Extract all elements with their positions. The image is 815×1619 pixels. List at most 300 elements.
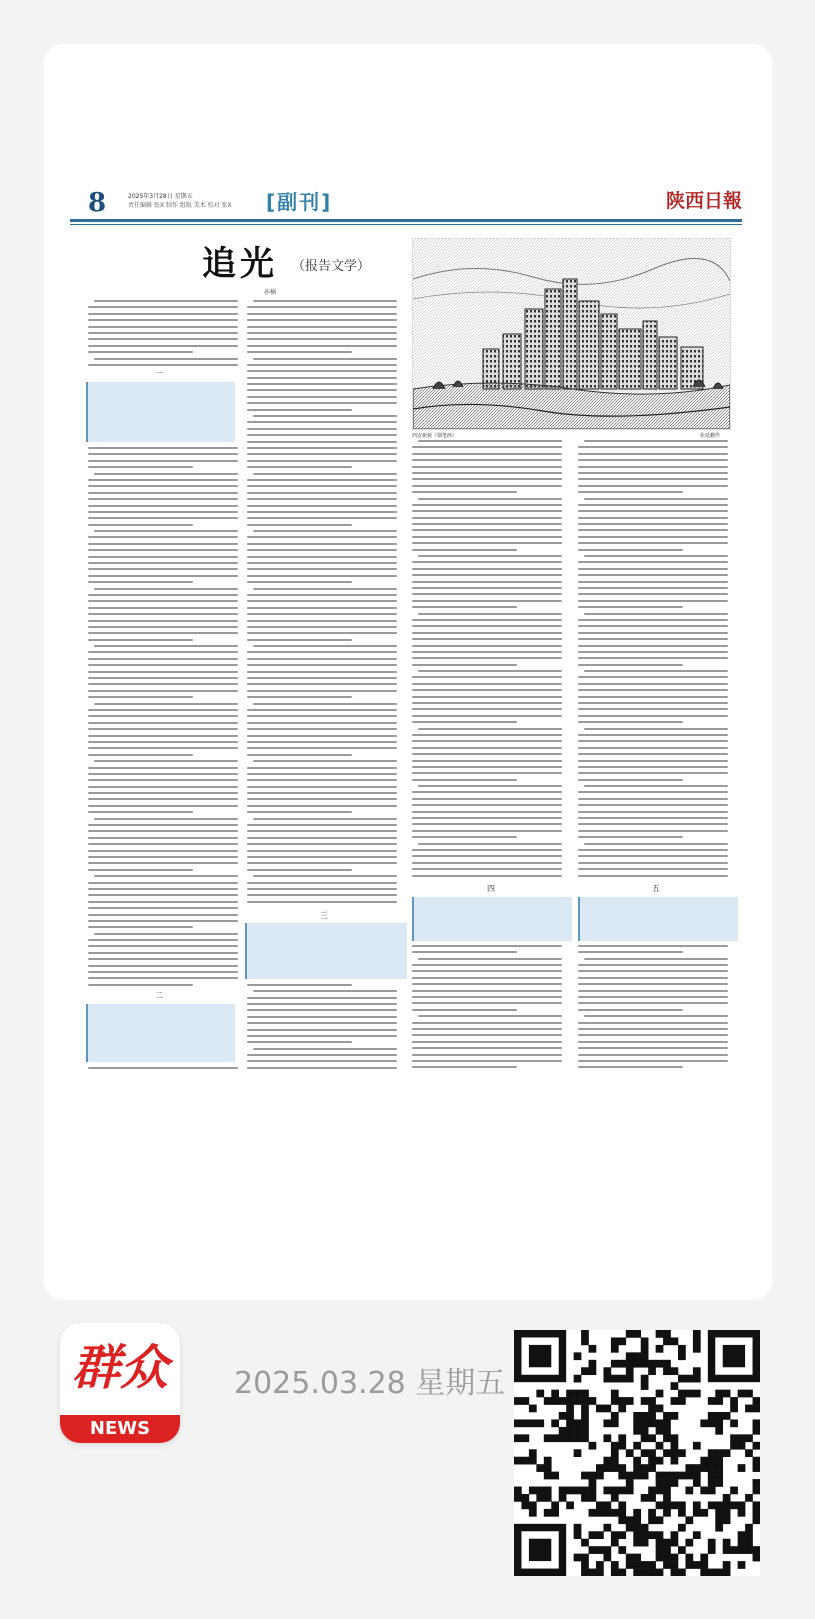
qr-module	[596, 1472, 604, 1480]
text-line	[247, 786, 397, 788]
text-line	[578, 990, 728, 992]
qr-module	[745, 1524, 753, 1532]
text-line	[578, 721, 683, 723]
text-line	[88, 581, 193, 583]
qr-module	[611, 1442, 619, 1450]
text-line	[412, 696, 562, 698]
text-line	[578, 747, 728, 749]
text-line	[88, 735, 238, 737]
text-line	[247, 901, 397, 903]
text-line	[578, 491, 683, 493]
masthead-rule-thin	[70, 224, 742, 225]
text-line	[88, 453, 238, 455]
text-line	[584, 613, 728, 615]
qr-module	[611, 1487, 619, 1495]
text-line	[578, 811, 728, 813]
qr-module	[723, 1561, 731, 1569]
qr-module	[618, 1531, 626, 1539]
text-line	[412, 977, 562, 979]
text-line	[247, 984, 352, 986]
text-line	[412, 645, 562, 647]
qr-module	[671, 1442, 679, 1450]
qr-module	[574, 1397, 582, 1405]
text-line	[412, 951, 517, 953]
qr-module	[529, 1405, 537, 1413]
qr-module	[723, 1516, 731, 1524]
qr-module	[596, 1405, 604, 1413]
text-line	[247, 485, 397, 487]
qr-module	[693, 1472, 701, 1480]
qr-module	[663, 1554, 671, 1562]
text-line	[578, 1002, 728, 1004]
text-line	[88, 683, 238, 685]
text-line	[578, 1047, 728, 1049]
qr-module	[641, 1412, 649, 1420]
text-line	[94, 933, 238, 935]
text-line	[578, 651, 728, 653]
qr-module	[708, 1457, 716, 1465]
qr-module	[514, 1487, 522, 1495]
qr-module	[618, 1434, 626, 1442]
text-line	[88, 536, 238, 538]
qr-module	[589, 1345, 597, 1353]
qr-module	[574, 1449, 582, 1457]
qr-module	[715, 1501, 723, 1509]
qr-module	[589, 1509, 597, 1517]
text-line	[253, 588, 397, 590]
qr-module	[618, 1472, 626, 1480]
text-line	[578, 970, 728, 972]
text-line	[88, 984, 193, 986]
text-line	[88, 920, 238, 922]
text-line	[247, 492, 397, 494]
text-line	[247, 869, 352, 871]
qr-module	[738, 1501, 746, 1509]
qr-module	[678, 1397, 686, 1405]
qr-module	[603, 1375, 611, 1383]
qr-module	[574, 1390, 582, 1398]
text-line	[412, 683, 562, 685]
text-line	[247, 651, 397, 653]
text-line	[88, 939, 238, 941]
qr-module	[730, 1501, 738, 1509]
text-line	[247, 498, 397, 500]
qr-module	[544, 1457, 552, 1465]
text-line	[88, 901, 238, 903]
text-line	[88, 664, 238, 666]
qr-module	[656, 1516, 664, 1524]
qr-module	[663, 1479, 671, 1487]
qr-module	[708, 1539, 716, 1547]
qr-module	[730, 1546, 738, 1554]
qr-module	[715, 1397, 723, 1405]
qr-module	[700, 1561, 708, 1569]
text-line	[578, 664, 683, 666]
text-line	[412, 855, 562, 857]
qr-module	[745, 1539, 753, 1547]
qr-module	[626, 1524, 634, 1532]
text-line	[412, 990, 562, 992]
text-line	[578, 753, 728, 755]
text-line	[94, 300, 238, 302]
text-line	[412, 510, 562, 512]
text-line	[247, 882, 397, 884]
text-line	[412, 1041, 562, 1043]
text-line	[578, 504, 728, 506]
article-author: 孙楠	[264, 289, 277, 296]
text-line	[584, 555, 728, 557]
qr-module	[641, 1352, 649, 1360]
skyline-drawing	[413, 239, 730, 429]
qr-module	[723, 1449, 731, 1457]
text-line	[88, 965, 238, 967]
qr-module	[603, 1464, 611, 1472]
text-line	[88, 798, 238, 800]
qr-module	[656, 1390, 664, 1398]
qr-module	[753, 1546, 760, 1554]
qr-module	[656, 1479, 664, 1487]
qr-module	[700, 1487, 708, 1495]
qr-module	[611, 1457, 619, 1465]
qr-module	[656, 1539, 664, 1547]
qr-module	[693, 1531, 701, 1539]
qr-module	[536, 1464, 544, 1472]
qr-module	[678, 1472, 686, 1480]
text-line	[247, 364, 397, 366]
qr-module	[656, 1569, 664, 1576]
text-line	[253, 645, 397, 647]
qr-module	[633, 1427, 641, 1435]
text-line	[88, 728, 238, 730]
text-line	[247, 888, 397, 890]
text-line	[578, 868, 728, 870]
text-line	[88, 843, 238, 845]
qr-module	[723, 1509, 731, 1517]
city-skyline-illustration	[412, 238, 731, 430]
text-line	[247, 677, 397, 679]
qr-module	[611, 1494, 619, 1502]
qr-module	[708, 1569, 716, 1576]
text-line	[94, 645, 238, 647]
text-line	[88, 492, 238, 494]
text-line	[247, 690, 397, 692]
qr-module	[633, 1360, 641, 1368]
text-line	[412, 485, 562, 487]
text-line	[94, 588, 238, 590]
qr-module	[596, 1546, 604, 1554]
qr-module	[745, 1494, 753, 1502]
text-line	[88, 326, 238, 328]
text-line	[578, 849, 728, 851]
qr-module	[536, 1419, 544, 1427]
text-line	[412, 600, 562, 602]
qr-module	[589, 1569, 597, 1576]
qr-module	[656, 1487, 664, 1495]
qr-module	[656, 1345, 664, 1353]
qr-finder	[529, 1539, 551, 1561]
qr-module	[663, 1509, 671, 1517]
text-line	[247, 747, 397, 749]
qr-module	[738, 1509, 746, 1517]
text-line	[88, 722, 238, 724]
illustration-credit: 张延鹏作	[700, 433, 721, 439]
text-line	[247, 524, 352, 526]
text-line	[578, 1041, 728, 1043]
qr-module	[596, 1464, 604, 1472]
qr-module	[618, 1464, 626, 1472]
text-line	[418, 555, 562, 557]
text-line	[578, 536, 728, 538]
text-line	[88, 479, 238, 481]
text-line	[247, 447, 397, 449]
paper-logo: 陕西日報	[665, 190, 742, 212]
text-line	[412, 1034, 562, 1036]
text-line	[412, 549, 517, 551]
qr-module	[626, 1352, 634, 1360]
text-line	[247, 671, 397, 673]
text-line	[412, 823, 562, 825]
text-line	[247, 421, 397, 423]
text-line	[247, 543, 397, 545]
text-line	[88, 754, 193, 756]
text-line	[247, 600, 397, 602]
qr-module	[611, 1337, 619, 1345]
qr-module	[611, 1419, 619, 1427]
qr-module	[648, 1412, 656, 1420]
text-line	[88, 562, 238, 564]
qr-module	[589, 1360, 597, 1368]
text-line	[412, 1009, 517, 1011]
text-line	[412, 657, 562, 659]
text-line	[412, 632, 562, 634]
text-line	[578, 1060, 728, 1062]
qr-code-graphic	[514, 1330, 760, 1576]
qr-module	[544, 1472, 552, 1480]
qr-module	[633, 1419, 641, 1427]
qr-module	[663, 1546, 671, 1554]
text-line	[584, 670, 728, 672]
qr-module	[603, 1434, 611, 1442]
qr-module	[656, 1427, 664, 1435]
text-line	[94, 473, 238, 475]
text-line	[578, 593, 728, 595]
qr-module	[715, 1390, 723, 1398]
qr-module	[663, 1501, 671, 1509]
qr-module	[656, 1472, 664, 1480]
qr-module	[589, 1472, 597, 1480]
qr-module	[559, 1487, 567, 1495]
text-line	[247, 1041, 352, 1043]
text-line	[247, 460, 397, 462]
qr-module	[738, 1442, 746, 1450]
section-mark-4: 四	[487, 884, 495, 893]
text-line	[578, 523, 728, 525]
qr-module	[648, 1457, 656, 1465]
article-title: 追光	[202, 244, 278, 284]
text-line	[88, 332, 238, 334]
text-line	[412, 459, 562, 461]
qr-module	[753, 1487, 760, 1495]
qr-module	[574, 1531, 582, 1539]
qr-module	[648, 1494, 656, 1502]
text-line	[247, 1003, 397, 1005]
text-line	[412, 1022, 562, 1024]
text-line	[578, 453, 728, 455]
qr-module	[529, 1419, 537, 1427]
qr-module	[730, 1419, 738, 1427]
text-line	[578, 798, 728, 800]
text-line	[578, 836, 683, 838]
text-line	[578, 772, 728, 774]
text-line	[247, 741, 397, 743]
qr-module	[663, 1449, 671, 1457]
text-line	[247, 843, 397, 845]
text-line	[88, 568, 238, 570]
text-line	[247, 517, 397, 519]
qr-module	[671, 1449, 679, 1457]
qr-module	[618, 1546, 626, 1554]
qr-module	[589, 1367, 597, 1375]
qr-module	[738, 1539, 746, 1547]
qr-module	[708, 1464, 716, 1472]
qr-module	[745, 1434, 753, 1442]
qr-module	[611, 1375, 619, 1383]
qr-module	[663, 1494, 671, 1502]
qr-module	[648, 1516, 656, 1524]
text-line	[247, 313, 397, 315]
text-line	[578, 574, 728, 576]
qr-module	[596, 1569, 604, 1576]
text-line	[88, 786, 238, 788]
qr-module	[633, 1569, 641, 1576]
qr-module	[678, 1569, 686, 1576]
text-line	[88, 549, 238, 551]
qr-module	[641, 1449, 649, 1457]
text-line	[247, 556, 397, 558]
qr-module	[678, 1546, 686, 1554]
qr-module	[618, 1360, 626, 1368]
qr-module	[618, 1397, 626, 1405]
text-line	[412, 581, 562, 583]
qr-module	[618, 1337, 626, 1345]
qr-module	[603, 1367, 611, 1375]
qr-module	[641, 1360, 649, 1368]
text-line	[247, 837, 397, 839]
text-line	[412, 791, 562, 793]
qr-module	[581, 1434, 589, 1442]
qr-module	[544, 1434, 552, 1442]
text-line	[418, 440, 562, 442]
qr-module	[596, 1509, 604, 1517]
text-line	[418, 613, 562, 615]
qr-module	[723, 1390, 731, 1398]
text-line	[247, 453, 397, 455]
text-line	[412, 996, 562, 998]
text-line	[247, 856, 397, 858]
text-line	[584, 498, 728, 500]
qr-module	[544, 1494, 552, 1502]
text-line	[578, 862, 728, 864]
qr-module	[671, 1501, 679, 1509]
qr-module	[551, 1419, 559, 1427]
text-line	[88, 671, 238, 673]
date-text: 2025年3月28日 星期五	[128, 193, 193, 200]
qr-module	[663, 1561, 671, 1569]
qr-code[interactable]	[514, 1330, 760, 1576]
qr-module	[641, 1345, 649, 1353]
text-line	[412, 753, 562, 755]
text-line	[88, 830, 238, 832]
text-line	[412, 798, 562, 800]
qr-module	[723, 1539, 731, 1547]
qr-module	[648, 1367, 656, 1375]
text-line	[578, 740, 728, 742]
text-line	[247, 306, 397, 308]
qr-module	[723, 1569, 731, 1576]
qr-module	[715, 1457, 723, 1465]
text-line	[578, 1054, 728, 1056]
qr-module	[671, 1337, 679, 1345]
text-line	[247, 396, 397, 398]
qr-module	[648, 1360, 656, 1368]
qr-module	[656, 1457, 664, 1465]
qr-module	[715, 1472, 723, 1480]
qr-module	[641, 1337, 649, 1345]
qr-module	[648, 1487, 656, 1495]
text-line	[88, 1067, 238, 1069]
section-mark-3: 三	[320, 911, 328, 920]
text-line	[88, 914, 238, 916]
qr-module	[603, 1405, 611, 1413]
qr-module	[611, 1390, 619, 1398]
qr-module	[633, 1531, 641, 1539]
text-line	[247, 402, 397, 404]
callout-box-3	[245, 923, 407, 979]
qr-module	[626, 1367, 634, 1375]
qr-module	[700, 1457, 708, 1465]
text-line	[578, 510, 728, 512]
qr-module	[603, 1554, 611, 1562]
text-line	[247, 1016, 397, 1018]
qr-module	[671, 1412, 679, 1420]
qr-module	[671, 1531, 679, 1539]
text-line	[247, 549, 397, 551]
qr-module	[611, 1345, 619, 1353]
text-line	[412, 453, 562, 455]
text-line	[247, 735, 397, 737]
qr-module	[671, 1554, 679, 1562]
qr-module	[551, 1397, 559, 1405]
qr-module	[581, 1337, 589, 1345]
text-line	[88, 505, 238, 507]
qr-module	[671, 1539, 679, 1547]
qr-module	[663, 1487, 671, 1495]
text-line	[578, 632, 728, 634]
text-line	[412, 593, 562, 595]
qr-module	[559, 1397, 567, 1405]
text-line	[412, 817, 562, 819]
text-line	[412, 606, 517, 608]
qr-module	[708, 1472, 716, 1480]
text-line	[88, 306, 238, 308]
qr-module	[581, 1569, 589, 1576]
text-line	[578, 517, 728, 519]
qr-module	[626, 1479, 634, 1487]
text-line	[247, 862, 397, 864]
callout-box-5	[578, 897, 738, 941]
text-line	[88, 517, 238, 519]
qr-module	[693, 1442, 701, 1450]
